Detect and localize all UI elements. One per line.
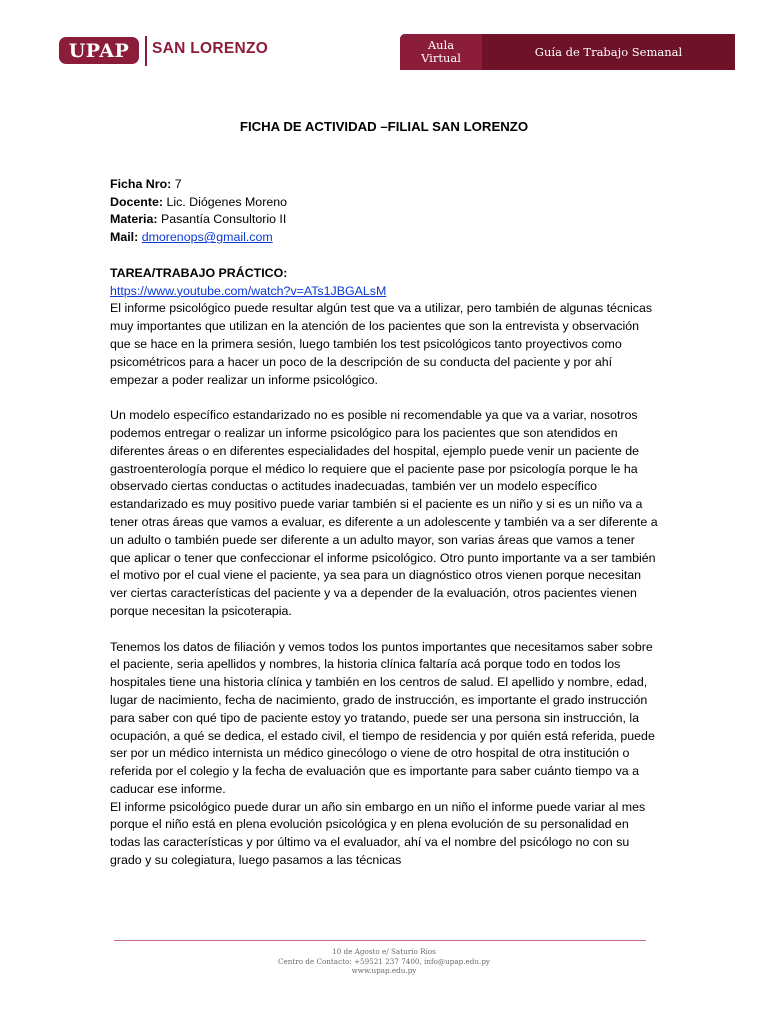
logo-subtitle: SAN LORENZO: [152, 40, 269, 57]
youtube-link[interactable]: https://www.youtube.com/watch?v=ATs1JBGALsM: [110, 283, 387, 298]
docente-value: Lic. Diógenes Moreno: [163, 194, 287, 209]
ficha-line: [110, 176, 658, 194]
aula-virtual-label: [400, 34, 482, 70]
ficha-label: Ficha Nro:: [110, 176, 172, 191]
mail-line: [110, 229, 658, 247]
document-body: [110, 118, 658, 870]
task-link-line: [110, 283, 658, 301]
docente-label: Docente:: [110, 194, 164, 209]
page-footer: [0, 947, 768, 976]
spacer: [110, 247, 658, 265]
guia-trabajo-label: Guía de Trabajo Semanal: [482, 34, 735, 70]
materia-value: Pasantía Consultorio II: [157, 212, 287, 227]
paragraph-2: Un modelo específico estandarizado no es posible ni recomendable ya que va a variar, nosotros podemos entregar o realizar un informe psicológico para los pacientes que son atendidos en diferentes áreas o en diferentes especialidades del hospital, ejemplo puede venir un paciente de gastroenterología porque el médico lo requiere que el paciente pase por psicología porque le ha observado ciertas conductas o actitudes inadecuadas, también ver un modelo específico estandarizado es muy positivo puede variar también si el paciente es un niño y si es un niño va a tener otras áreas que vamos a evaluar, es diferente a un adolescente y también va a ser diferente a un adulto o también puede ser diferente a un adulto mayor, son varias áreas que vamos a tener que aplicar o tener que confeccionar el informe psicológico. Otro punto importante va a ser también el motivo por el cual viene el paciente, ya sea para un diagnóstico otros vienen porque necesitan ver ciertas características del paciente y va a depender de la evaluación, otros pacientes vienen porque necesitan la psicoterapia.: [110, 408, 658, 618]
ficha-value: 7: [171, 176, 182, 191]
header-banner: [400, 34, 735, 70]
footer-website: www.upap.edu.py: [351, 966, 417, 976]
footer-divider: [114, 940, 646, 941]
footer-address: 10 de Agosto e/ Saturio Ríos: [332, 947, 436, 956]
aula-virtual-line1: Aula: [427, 38, 455, 52]
paragraph-1: El informe psicológico puede resultar algún test que va a utilizar, pero también de algunas técnicas muy importantes que utilizan en la atención de los pacientes que son la entrevista y observación que se hace en la primera sesión, luego también los test psicológicos tanto proyectivos como psicométricos para a hacer un poco de la descripción de su conducta del paciente y por ahí empezar a poder realizar un informe psicológico.: [110, 301, 653, 387]
materia-line: [110, 211, 658, 229]
paragraph-3: Tenemos los datos de filiación y vemos todos los puntos importantes que necesitamos saber sobre el paciente, seria apellidos y nombres, la historia clínica faltaría acá porque todo en todos los hospitales tiene una historia clínica y también en los centros de salud. El apellido y nombre, edad, lugar de nacimiento, fecha de nacimiento, grado de instrucción, es importante el grado instrucción para saber con qué tipo de paciente estoy yo tratando, puede ser una persona sin instrucción, la ocupación, a qué se dedica, el estado civil, el tiempo de residencia y por quién está referida, puede ser por un médico internista un médico ginecólogo o viene de otro hospital de otra institución o referida por el colegio y la fecha de evaluación que es importante para saber cuánto tiempo va a caducar ese informe.: [110, 639, 655, 796]
upap-logo: UPAP: [59, 37, 139, 64]
mail-label: Mail:: [110, 230, 139, 245]
task-title: TAREA/TRABAJO PRÁCTICO:: [110, 265, 288, 280]
aula-virtual-line2: Virtual: [421, 51, 461, 65]
docente-line: [110, 194, 658, 212]
paragraph-4: El informe psicológico puede durar un año sin embargo en un niño el informe puede variar al mes porque el niño está en plena evolución psicológica y en plena evolución de su personalidad en todas las características y por último va el evaluador, ahí va el nombre del psicólogo no con su grado y su colegiatura, luego pasamos a las técnicas: [110, 799, 646, 868]
logo-divider: [145, 36, 147, 66]
page-header: [0, 0, 768, 90]
footer-contact: Centro de Contacto: +59521 237 7400, info@upap.edu.py: [277, 956, 490, 966]
document-title: FICHA DE ACTIVIDAD –FILIAL SAN LORENZO: [239, 119, 529, 134]
materia-label: Materia:: [110, 212, 158, 227]
mail-link[interactable]: dmorenops@gmail.com: [141, 230, 273, 245]
